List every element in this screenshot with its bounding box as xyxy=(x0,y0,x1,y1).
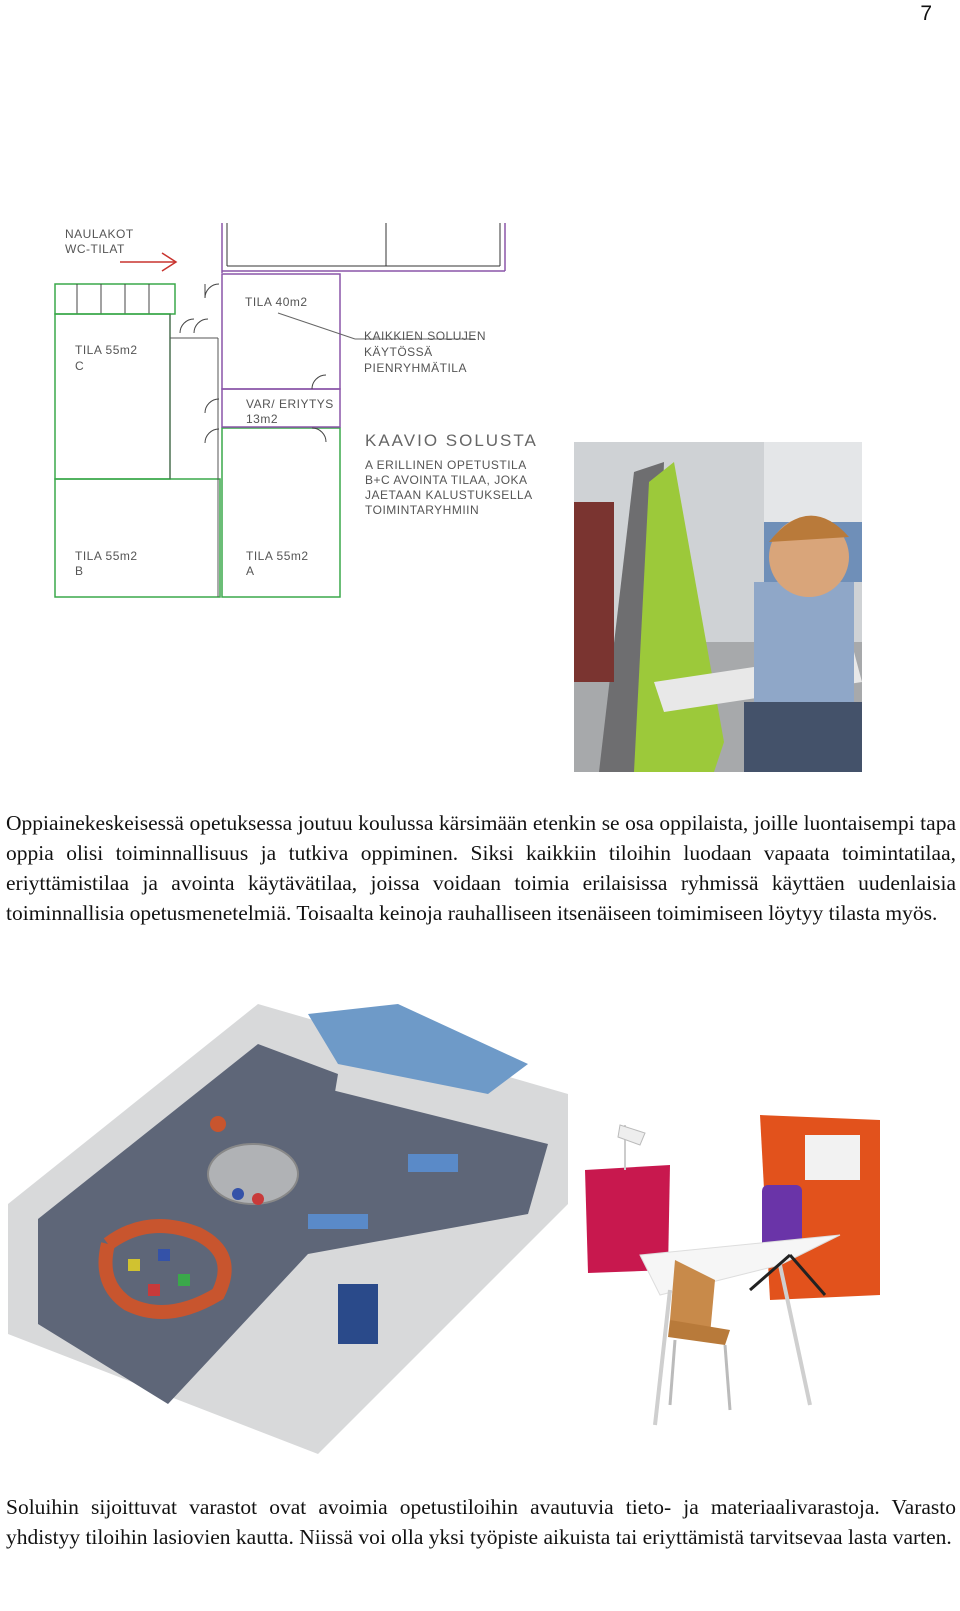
label-var-eriytys: VAR/ ERIYTYS xyxy=(246,397,334,411)
label-kaikkien-2: KÄYTÖSSÄ xyxy=(364,345,433,359)
label-wc-tilat: WC-TILAT xyxy=(65,242,125,256)
kaavio-line-4: TOIMINTARYHMIIN xyxy=(365,503,480,517)
label-tila-b-letter: B xyxy=(75,564,84,578)
body-paragraph-1: Oppiainekeskeisessä opetuksessa joutuu koulussa kärsimään etenkin se osa oppilaista, joille luontaisempi tapa oppia olisi toiminnallisuus ja tutkiva oppiminen. Siksi kaikkiin tiloihin luodaan vapaata toimintatilaa, eriyttämistilaa ja avointa käytävätilaa, joissa voidaan toimia erilaisissa ryhmissä käyttäen uudenlaisia toiminnallisia opetusmenetelmiä. Toisaalta keinoja rauhalliseen itsenäiseen toimimiseen löytyy tilasta myös. xyxy=(6,811,956,925)
label-tila-c-letter: C xyxy=(75,359,85,373)
label-tila-40: TILA 40m2 xyxy=(245,295,308,309)
kaavio-line-1: A ERILLINEN OPETUSTILA xyxy=(365,458,527,472)
label-tila-c: TILA 55m2 xyxy=(75,343,138,357)
label-var-size: 13m2 xyxy=(246,412,279,426)
arrow-icon xyxy=(120,253,176,271)
floor-plan-diagram xyxy=(50,218,570,618)
label-tila-a-letter: A xyxy=(246,564,255,578)
3d-render-image xyxy=(8,1004,568,1454)
furniture-photo xyxy=(580,1105,880,1435)
body-paragraph-2: Soluihin sijoittuvat varastot ovat avoimia opetustiloihin avautuvia tieto- ja materiaalivarastoja. Varasto yhdistyy tiloihin lasiovien kautta. Niissä voi olla yksi työpiste aikuista tai eriyttämistä tarvitsevaa lasta varten. xyxy=(6,1495,956,1549)
label-naulakot: NAULAKOT xyxy=(65,227,134,241)
label-kaikkien-3: PIENRYHMÄTILA xyxy=(364,361,467,375)
classroom-photo xyxy=(574,442,862,772)
label-kaikkien-1: KAIKKIEN SOLUJEN xyxy=(364,329,487,343)
label-tila-a: TILA 55m2 xyxy=(246,549,309,563)
kaavio-title: KAAVIO SOLUSTA xyxy=(365,431,538,450)
kaavio-line-2: B+C AVOINTA TILAA, JOKA xyxy=(365,473,528,487)
kaavio-line-3: JAETAAN KALUSTUKSELLA xyxy=(365,488,533,502)
page-number: 7 xyxy=(920,2,932,25)
label-tila-b: TILA 55m2 xyxy=(75,549,138,563)
